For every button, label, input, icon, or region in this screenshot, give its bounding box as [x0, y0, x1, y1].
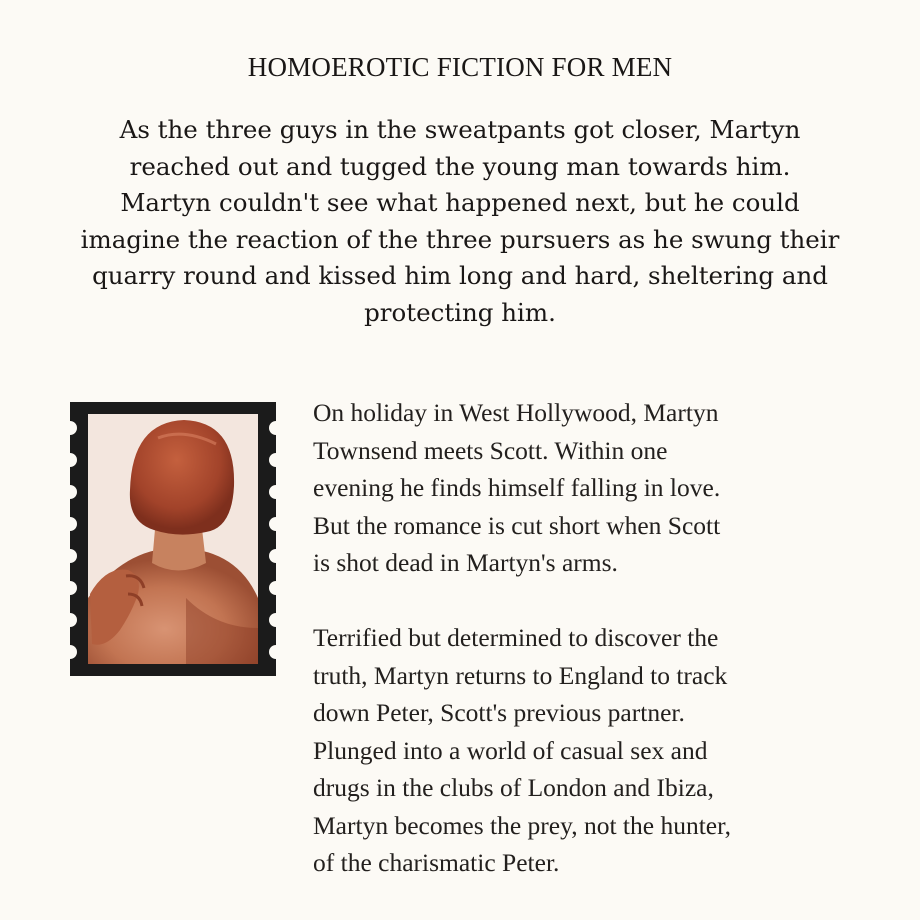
synopsis-line: Plunged into a world of casual sex and [313, 735, 708, 765]
synopsis-paragraph-2 [313, 619, 913, 882]
synopsis-line: of the charismatic Peter. [313, 848, 560, 877]
teaser-line: imagine the reaction of the three pursuers as he swung their [80, 224, 840, 254]
cover-photo-stamp [66, 398, 280, 680]
synopsis-line: drugs in the clubs of London and Ibiza, [313, 773, 714, 802]
synopsis-line: On holiday in West Hollywood, Martyn [313, 398, 719, 427]
teaser-line: As the three guys in the sweatpants got closer, Martyn [119, 115, 801, 144]
synopsis-line: Martyn becomes the prey, not the hunter, [313, 810, 731, 840]
synopsis-line: But the romance is cut short when Scott [313, 510, 721, 540]
synopsis-line: evening he finds himself falling in love. [313, 473, 721, 502]
synopsis-paragraph-1 [313, 394, 913, 582]
synopsis-line: truth, Martyn returns to England to track [313, 660, 728, 690]
synopsis-line: Terrified but determined to discover the [313, 623, 719, 652]
teaser-line: Martyn couldn't see what happened next, but he could [120, 188, 800, 217]
synopsis-line: is shot dead in Martyn's arms. [313, 548, 618, 577]
teaser-excerpt [40, 112, 880, 331]
series-heading: HOMOEROTIC FICTION FOR MEN [247, 52, 673, 82]
teaser-line: protecting him. [364, 297, 556, 327]
teaser-line: quarry round and kissed him long and hard, sheltering and [92, 261, 828, 290]
synopsis-line: Townsend meets Scott. Within one [313, 435, 668, 465]
teaser-line: reached out and tugged the young man towards him. [129, 151, 791, 181]
synopsis-line: down Peter, Scott's previous partner. [313, 698, 685, 727]
